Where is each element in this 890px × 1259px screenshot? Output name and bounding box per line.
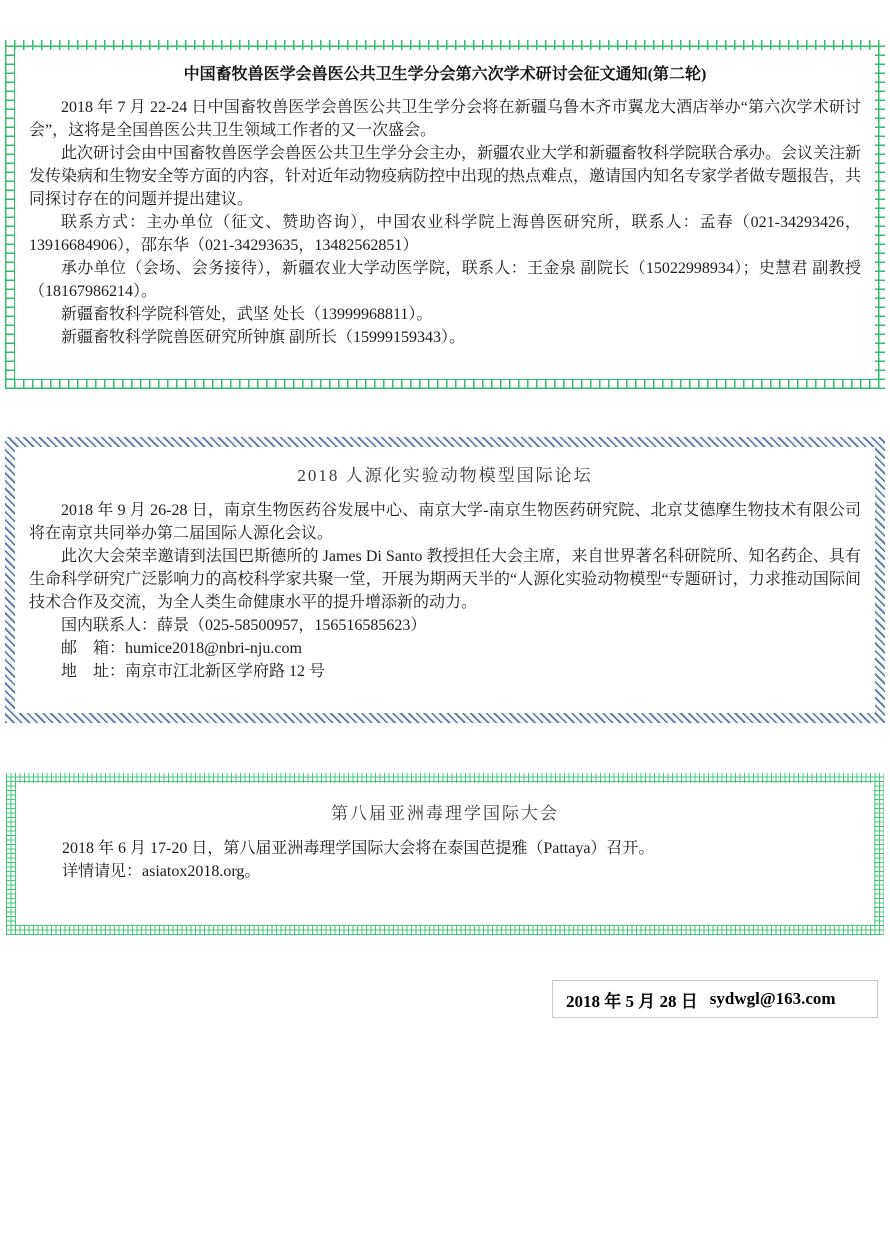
notice-2-content: [15, 447, 875, 713]
notice-box-asian-toxicology-congress: [6, 773, 884, 935]
notice-box-humanized-animal-model-forum: [5, 437, 885, 723]
notice-3-paragraph-1: 2018 年 6 月 17-20 日，第八届亚洲毒理学国际大会将在泰国芭提雅（Pattaya）召开。: [62, 840, 655, 857]
footer-date: 2018 年 5 月 28 日: [566, 991, 698, 1011]
notice-1-paragraph-6: 新疆畜牧科学院兽医研究所钟旗 副所长（15999159343）。: [61, 329, 466, 346]
notice-2-paragraph-email: 邮 箱：humice2018@nbri-nju.com: [61, 640, 302, 657]
notice-1-paragraph-3: 联系方式：主办单位（征文、赞助咨询），中国农业科学院上海兽医研究所，联系人：孟春（021-34293426，13916684906），邵东华（021-34293635，13482562851）: [29, 214, 861, 254]
notice-2-paragraph-2: 此次大会荣幸邀请到法国巴斯德所的 James Di Santo 教授担任大会主席，来自世界著名科研院所、知名药企、具有生命科学研究广泛影响力的高校科学家共聚一堂，开展为期两天半的“人源化实验动物模型“专题研讨，力求推动国际间技术合作及交流，为全人类生命健康水平的提升增添新的动力。: [29, 548, 861, 611]
notice-1-content: [15, 50, 875, 379]
notice-2-paragraph-1: 2018 年 9 月 26-28 日，南京生物医药谷发展中心、南京大学-南京生物医药研究院、北京艾德摩生物技术有限公司将在南京共同举办第二届国际人源化会议。: [29, 502, 861, 542]
notice-2-paragraph-address: 地 址：南京市江北新区学府路 12 号: [61, 663, 326, 680]
notice-1-paragraph-1: 2018 年 7 月 22-24 日中国畜牧兽医学会兽医公共卫生学分会将在新疆乌鲁木齐市翼龙大酒店举办“第六次学术研讨会”，这将是全国兽医公共卫生领域工作者的又一次盛会。: [29, 99, 861, 139]
footer-email: sydwgl@163.com: [709, 989, 836, 1008]
notice-2-paragraph-3: 国内联系人：薛景（025-58500957，156516585623）: [61, 617, 427, 634]
notice-3-paragraph-website: 详情请见：asiatox2018.org。: [62, 863, 261, 880]
notice-2-title: 2018 人源化实验动物模型国际论坛: [297, 466, 593, 485]
notice-1-paragraph-4: 承办单位（会场、会务接待），新疆农业大学动医学院，联系人：王金泉 副院长（15022998934）；史慧君 副教授（18167986214）。: [29, 260, 861, 300]
notice-box-veterinary-symposium: [5, 40, 885, 389]
notice-1-paragraph-2: 此次研讨会由中国畜牧兽医学会兽医公共卫生学分会主办，新疆农业大学和新疆畜牧科学院联合承办。会议关注新发传染病和生物安全等方面的内容，针对近年动物疫病防控中出现的热点难点，邀请国内知名专家学者做专题报告，共同探讨存在的问题并提出建议。: [29, 145, 862, 208]
notice-3-title: 第八届亚洲毒理学国际大会: [331, 804, 559, 823]
notice-1-paragraph-5: 新疆畜牧科学院科管处，武坚 处长（13999968811）。: [61, 306, 433, 323]
footer-date-box: [552, 980, 878, 1018]
notice-3-content: [16, 783, 874, 925]
notice-1-title: 中国畜牧兽医学会兽医公共卫生学分会第六次学术研讨会征文通知(第二轮): [183, 66, 707, 83]
